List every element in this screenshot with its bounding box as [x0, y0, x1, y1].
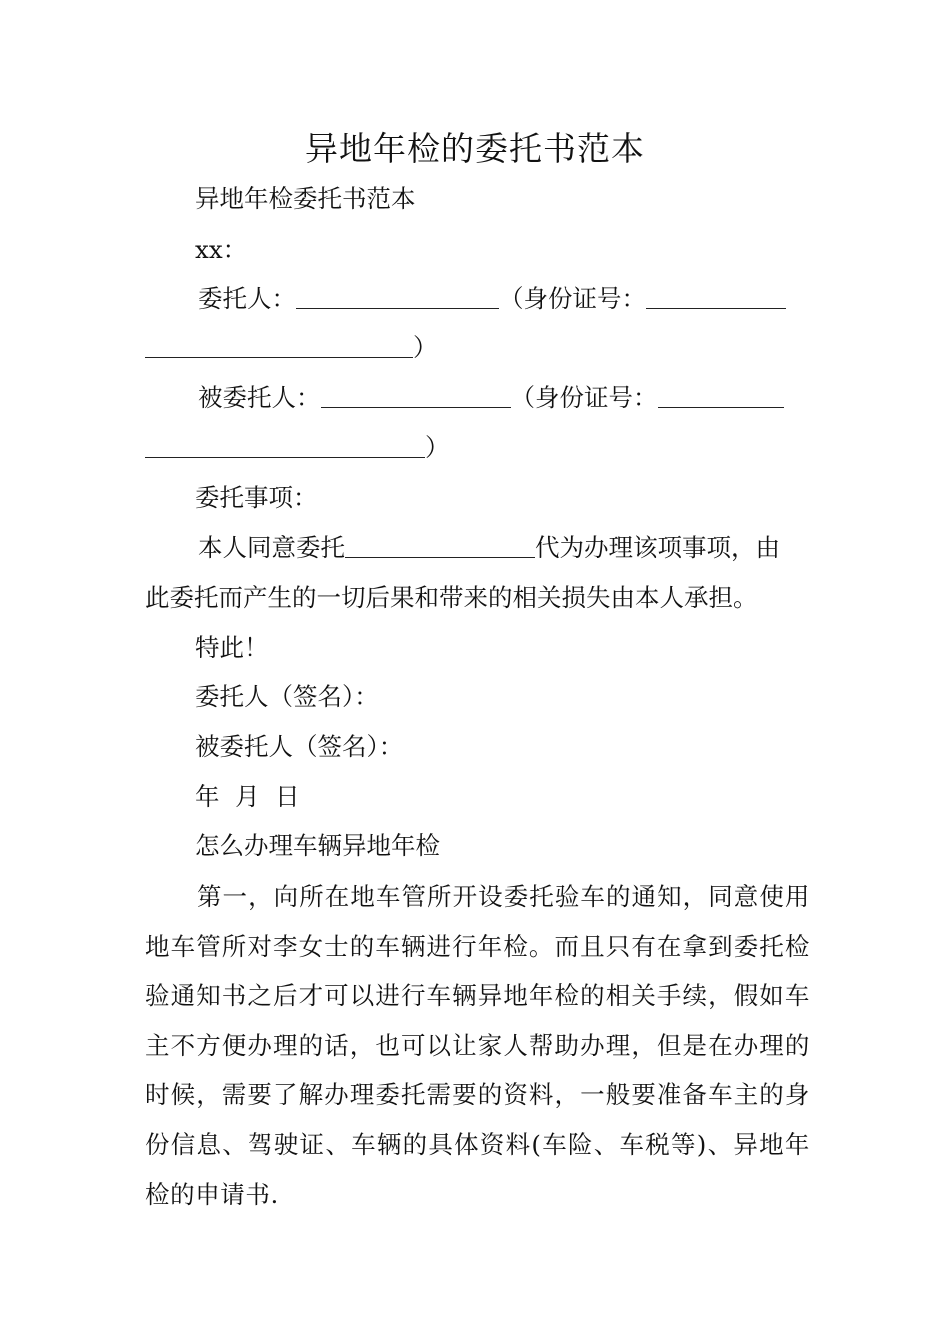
agree-agent-blank	[345, 530, 535, 558]
agent-label: 被委托人：	[198, 383, 321, 412]
agree-suffix: 代为办理该项事项，由	[535, 533, 780, 562]
principal-close-paren: ）	[413, 333, 438, 362]
agent-name-blank	[321, 380, 511, 408]
date-line: 年 月 日	[195, 782, 300, 811]
agree-prefix: 本人同意委托	[198, 533, 345, 562]
principal-label: 委托人：	[198, 284, 296, 313]
principal-id-blank-2	[145, 330, 413, 358]
agent-id-blank	[658, 380, 784, 408]
agent-signature: 被委托人（签名）：	[195, 732, 404, 761]
section-heading: 怎么办理车辆异地年检	[195, 831, 440, 860]
salutation: xx：	[195, 235, 248, 264]
principal-id-blank	[646, 281, 786, 309]
principal-id-label: （身份证号：	[499, 284, 646, 313]
agent-close-paren: ）	[425, 433, 450, 462]
principal-signature: 委托人（签名）：	[195, 682, 379, 711]
agent-id-continuation	[145, 428, 810, 468]
document-title: 异地年检的委托书范本	[305, 129, 645, 168]
section-paragraph: 第一，向所在地车管所开设委托验车的通知，同意使用地车管所对李女士的车辆进行年检。而且只有在拿到委托检验通知书之后才可以进行车辆异地年检的相关手续，假如车主不方便办理的话，也可以让家人帮助办理，但是在办理的时候，需要了解办理委托需要的资料，一般要准备车主的身份信息、驾驶证、车辆的具体资料(车险、车税等)、异地年检的申请书.	[145, 882, 810, 1209]
principal-name-blank	[296, 281, 499, 309]
agent-line	[198, 378, 810, 418]
agent-id-label: （身份证号：	[510, 383, 658, 412]
agree-line-2: 此委托而产生的一切后果和带来的相关损失由本人承担。	[145, 583, 758, 612]
principal-id-continuation	[145, 328, 810, 368]
agree-line	[198, 528, 810, 568]
hereby: 特此！	[195, 633, 269, 662]
matters-label: 委托事项：	[195, 483, 318, 512]
principal-line	[198, 279, 810, 319]
subtitle: 异地年检委托书范本	[195, 184, 416, 213]
agent-id-blank-2	[145, 430, 425, 458]
